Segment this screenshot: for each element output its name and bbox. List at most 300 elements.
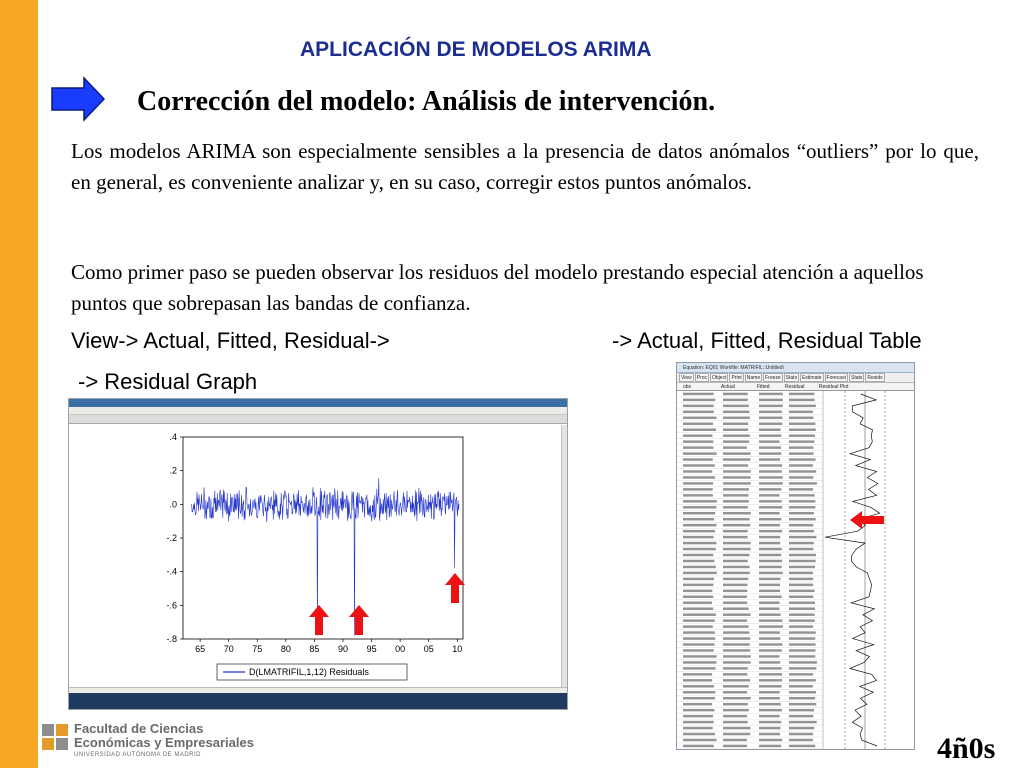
column-obs: obs [683, 384, 692, 390]
table-cell-text [683, 739, 717, 742]
logo-line-2: Económicas y Empresariales [74, 735, 254, 750]
table-cell-text [789, 590, 815, 593]
table-cell-text [759, 578, 781, 581]
table-cell-text [683, 405, 714, 408]
table-cell-text [789, 607, 815, 610]
column-residual: Residual [785, 384, 805, 390]
table-window-title[interactable]: Equation: EQ01 Workfile: MATRIFIL::Untitled\ [677, 363, 914, 373]
table-cell-text [723, 697, 751, 700]
table-cell-text [789, 691, 816, 694]
red-arrow-left-icon [849, 510, 885, 530]
table-cell-text [759, 625, 783, 628]
table-cell-text [683, 721, 714, 724]
table-cell-text [723, 649, 750, 652]
table-cell-text [723, 584, 748, 587]
table-cell-text [683, 572, 717, 575]
table-cell-text [683, 440, 713, 443]
table-cell-text [759, 685, 782, 688]
table-cell-text [723, 613, 751, 616]
y-tick-label: -.8 [166, 634, 177, 644]
table-cell-text [789, 709, 814, 712]
table-cell-text [683, 554, 713, 557]
table-cell-text [759, 554, 781, 557]
table-cell-text [759, 494, 779, 497]
table-cell-text [759, 637, 780, 640]
table-cell-text [683, 691, 715, 694]
table-cell-text [789, 458, 816, 461]
column-fitted: Fitted [757, 384, 770, 390]
logo-line-3: UNIVERSIDAD AUTÓNOMA DE MADRID [74, 752, 202, 758]
table-cell-text [789, 625, 813, 628]
y-tick-label: -.4 [166, 566, 177, 577]
x-tick-label: 05 [423, 644, 434, 654]
toolbar-button-stats[interactable]: Stats [785, 375, 798, 381]
x-tick-label: 95 [366, 644, 377, 654]
y-tick-label: .2 [169, 465, 177, 476]
x-tick-label: 10 [452, 644, 463, 654]
table-cell-text [789, 655, 815, 658]
table-cell-text [789, 494, 815, 497]
faculty-logo [42, 722, 254, 760]
table-cell-text [723, 464, 748, 467]
table-cell-text [723, 619, 747, 622]
toolbar-button-object[interactable]: Object [712, 375, 727, 381]
table-cell-text [683, 512, 715, 515]
table-cell-text [759, 721, 781, 724]
table-cell-text [789, 452, 814, 455]
table-cell-text [789, 685, 813, 688]
table-cell-text [683, 596, 713, 599]
table-window-toolbar [677, 373, 914, 383]
table-cell-text [759, 548, 782, 551]
table-cell-text [723, 488, 749, 491]
table-cell-text [683, 548, 716, 551]
table-cell-text [723, 458, 751, 461]
paragraph-outliers: Los modelos ARIMA son especialmente sensibles a la presencia de datos anómalos “outliers” por lo que, en general, es conveniente analizar y, en su caso, corregir estos puntos anómalos. [71, 139, 979, 194]
table-cell-text [723, 506, 748, 509]
table-cell-text [759, 739, 782, 742]
table-cell-text [723, 524, 750, 527]
table-cell-text [789, 584, 813, 587]
table-cell-text [683, 637, 715, 640]
table-cell-text [723, 625, 749, 628]
table-cell-text [759, 506, 782, 509]
table-cell-text [683, 590, 712, 593]
paragraph-residuals: Como primer paso se pueden observar los residuos del modelo prestando especial atención a aquellos puntos que sobrepasan las bandas de confianza. [71, 260, 924, 315]
table-cell-text [759, 602, 780, 605]
left-accent-bar [0, 0, 38, 768]
table-cell-text [683, 428, 716, 431]
table-cell-text [789, 428, 816, 431]
table-cell-text [759, 733, 780, 736]
table-cell-text [759, 715, 780, 718]
table-cell-text [683, 602, 712, 605]
menu-path-left: View-> Actual, Fitted, Residual-> [71, 328, 390, 353]
table-cell-text [789, 542, 814, 545]
table-cell-text [759, 440, 779, 443]
table-cell-text [683, 452, 717, 455]
table-cell-text [683, 661, 717, 664]
toolbar-button-stats[interactable]: Stats [850, 375, 863, 381]
table-cell-text [723, 452, 751, 455]
table-cell-text [789, 643, 816, 646]
table-cell-text [723, 721, 748, 724]
table-cell-text [723, 405, 749, 408]
table-cell-text [789, 488, 813, 491]
table-cell-text [683, 584, 713, 587]
table-cell-text [723, 667, 748, 670]
table-cell-text [683, 500, 717, 503]
table-cell-text [759, 405, 783, 408]
table-cell-text [683, 715, 713, 718]
residual-graph-window [68, 398, 568, 710]
table-cell-text [683, 464, 715, 467]
table-cell-text [789, 500, 815, 503]
table-cell-text [759, 596, 782, 599]
table-cell-text [683, 482, 713, 485]
table-cell-text [759, 667, 782, 670]
table-cell-text [683, 727, 713, 730]
table-cell-text [723, 602, 747, 605]
table-cell-text [789, 596, 813, 599]
table-cell-text [723, 548, 751, 551]
table-cell-text [683, 709, 714, 712]
table-cell-text [683, 399, 715, 402]
table-cell-text [683, 530, 715, 533]
table-cell-text [759, 417, 783, 420]
table-cell-text [759, 631, 780, 634]
toolbar-button-resids[interactable]: Resids [867, 375, 883, 381]
table-cell-text [789, 703, 816, 706]
y-tick-label: .4 [169, 432, 177, 442]
slide-heading: APLICACIÓN DE MODELOS ARIMA [300, 38, 652, 61]
table-cell-text [759, 655, 780, 658]
x-tick-label: 70 [223, 644, 234, 654]
table-cell-text [789, 524, 813, 527]
table-cell-text [789, 560, 816, 563]
legend-label: D(LMATRIFIL,1,12) Residuals [249, 667, 369, 677]
table-cell-text [683, 667, 716, 670]
table-cell-text [683, 446, 713, 449]
table-cell-text [789, 721, 817, 724]
table-cell-text [789, 536, 816, 539]
table-cell-text [789, 715, 813, 718]
table-cell-text [723, 637, 750, 640]
table-cell-text [723, 560, 748, 563]
table-cell-text [759, 560, 782, 563]
table-cell-text [789, 679, 816, 682]
table-cell-text [723, 691, 747, 694]
table-cell-text [683, 476, 715, 479]
slide-subtitle: Corrección del modelo: Análisis de intervención. [137, 86, 716, 117]
table-cell-text [789, 578, 813, 581]
toolbar-button-view[interactable]: View [681, 375, 692, 381]
table-cell-text [759, 446, 781, 449]
table-cell-text [759, 488, 781, 491]
table-cell-text [789, 440, 814, 443]
graph-window-titlebar[interactable] [69, 399, 567, 407]
table-cell-text [723, 482, 751, 485]
table-cell-text [759, 643, 782, 646]
table-cell-text [759, 727, 780, 730]
x-tick-label: 00 [395, 644, 406, 654]
table-cell-text [789, 739, 813, 742]
table-cell-text [759, 458, 780, 461]
table-cell-text [723, 727, 750, 730]
table-cell-text [723, 590, 747, 593]
blue-arrow-icon [50, 76, 106, 122]
table-cell-text [789, 697, 815, 700]
toolbar-button-estimate[interactable]: Estimate [802, 375, 822, 381]
table-cell-text [759, 452, 781, 455]
table-cell-text [723, 512, 751, 515]
table-cell-text [759, 536, 780, 539]
table-cell-text [759, 613, 781, 616]
residual-table-window [676, 362, 915, 750]
table-cell-text [723, 423, 748, 426]
table-cell-text [759, 745, 781, 748]
table-cell-text [759, 649, 782, 652]
table-cell-text [683, 578, 714, 581]
toolbar-button-print[interactable]: Print [731, 375, 742, 381]
table-cell-text [683, 524, 716, 527]
table-cell-text [789, 673, 813, 676]
table-cell-text [759, 530, 782, 533]
table-cell-text [683, 470, 712, 473]
table-header [677, 383, 914, 391]
table-cell-text [759, 584, 780, 587]
brand-mark: 4ñ0s [937, 732, 996, 765]
toolbar-button-proc[interactable]: Proc [696, 375, 708, 381]
toolbar-button-freeze[interactable]: Freeze [765, 375, 781, 381]
y-tick-label: .0 [169, 499, 177, 510]
table-cell-text [789, 434, 815, 437]
toolbar-button-forecast[interactable]: Forecast [826, 375, 846, 381]
table-cell-text [789, 470, 816, 473]
residual-plot-line [825, 394, 880, 746]
table-cell-text [789, 572, 813, 575]
x-tick-label: 65 [195, 644, 206, 654]
table-cell-text [789, 613, 815, 616]
table-cell-text [759, 512, 780, 515]
table-cell-text [789, 482, 817, 485]
table-cell-text [683, 393, 714, 396]
table-cell-text [789, 423, 815, 426]
table-cell-text [723, 685, 749, 688]
table-cell-text [723, 661, 751, 664]
table-cell-text [789, 393, 814, 396]
table-cell-text [789, 602, 815, 605]
table-cell-text [723, 703, 748, 706]
table-cell-text [683, 703, 712, 706]
table-cell-text [759, 619, 782, 622]
table-cell-text [723, 715, 747, 718]
table-cell-text [683, 733, 715, 736]
table-cell-text [683, 745, 714, 748]
table-cell-text [759, 661, 780, 664]
table-cell-text [683, 631, 715, 634]
table-cell-text [789, 619, 815, 622]
table-cell-text [789, 417, 813, 420]
table-cell-text [723, 596, 747, 599]
menu-path-residual-graph: -> Residual Graph [78, 369, 258, 394]
table-cell-text [759, 697, 780, 700]
table-cell-text [789, 667, 816, 670]
table-cell-text [789, 411, 813, 414]
table-cell-text [723, 745, 747, 748]
table-cell-text [759, 673, 782, 676]
table-cell-text [683, 607, 713, 610]
table-cell-text [683, 417, 716, 420]
table-cell-text [723, 572, 750, 575]
table-cell-text [683, 643, 714, 646]
residual-table-body [677, 391, 914, 749]
table-cell-text [789, 548, 813, 551]
table-cell-text [683, 613, 716, 616]
graph-window-menubar[interactable] [69, 407, 567, 415]
table-cell-text [683, 649, 714, 652]
table-cell-text [759, 566, 782, 569]
table-cell-text [789, 476, 813, 479]
x-tick-label: 75 [252, 644, 263, 654]
faculty-logo-mark [42, 724, 68, 750]
toolbar-button-name[interactable]: Name [746, 375, 761, 381]
table-cell-text [683, 697, 715, 700]
table-cell-text [683, 685, 714, 688]
table-cell-text [683, 679, 712, 682]
table-cell-text [723, 518, 750, 521]
table-cell-text [683, 434, 712, 437]
table-cell-text [723, 530, 748, 533]
x-tick-label: 80 [280, 644, 291, 654]
table-cell-text [683, 619, 715, 622]
table-cell-text [789, 464, 813, 467]
table-cell-text [789, 661, 817, 664]
table-cell-text [723, 500, 749, 503]
table-cell-text [789, 530, 814, 533]
windows-taskbar [69, 693, 567, 709]
table-cell-text [723, 643, 750, 646]
table-cell-text [759, 691, 780, 694]
table-cell-text [789, 637, 815, 640]
table-cell-text [723, 739, 747, 742]
red-arrow-up-icon [308, 604, 330, 636]
table-cell-text [759, 482, 783, 485]
column-actual: Actual [721, 384, 735, 390]
table-cell-text [759, 464, 782, 467]
table-cell-text [759, 703, 781, 706]
table-cell-text [683, 560, 714, 563]
table-cell-text [759, 709, 782, 712]
table-cell-text [683, 458, 713, 461]
x-tick-label: 90 [337, 644, 349, 654]
residual-chart [69, 425, 563, 693]
table-cell-text [723, 709, 749, 712]
table-cell-text [723, 446, 747, 449]
column-residual-plot: Residual Plot [819, 384, 849, 390]
table-cell-text [723, 679, 750, 682]
table-cell-text [759, 607, 779, 610]
table-cell-text [789, 405, 816, 408]
table-cell-text [789, 512, 814, 515]
table-cell-text [683, 518, 714, 521]
table-cell-text [683, 566, 716, 569]
table-cell-text [723, 393, 748, 396]
table-cell-text [759, 423, 782, 426]
table-cell-text [759, 572, 783, 575]
table-cell-text [789, 518, 816, 521]
table-cell-text [759, 590, 780, 593]
table-cell-text [723, 440, 749, 443]
table-cell-text [789, 631, 816, 634]
table-cell-text [789, 566, 815, 569]
table-cell-text [759, 411, 782, 414]
table-cell-text [683, 488, 713, 491]
table-cell-text [723, 542, 751, 545]
table-cell-text [789, 727, 814, 730]
x-tick-label: 85 [309, 644, 320, 654]
y-tick-label: -.2 [166, 533, 177, 543]
table-cell-text [759, 542, 780, 545]
table-cell-text [759, 476, 783, 479]
table-cell-text [789, 745, 815, 748]
table-cell-text [723, 417, 750, 420]
table-cell-text [683, 655, 717, 658]
logo-line-1: Facultad de Ciencias [74, 721, 204, 736]
table-cell-text [789, 554, 816, 557]
table-cell-text [723, 554, 749, 557]
table-cell-text [789, 446, 814, 449]
table-cell-text [759, 434, 781, 437]
graph-window-scrollbar[interactable] [561, 425, 567, 693]
table-cell-text [723, 536, 748, 539]
table-cell-text [683, 542, 716, 545]
table-cell-text [759, 399, 783, 402]
table-cell-text [723, 470, 751, 473]
table-cell-text [759, 679, 782, 682]
graph-window-toolbar[interactable] [69, 415, 567, 424]
table-cell-text [723, 673, 747, 676]
table-cell-text [759, 428, 781, 431]
table-cell-text [759, 518, 781, 521]
table-cell-text [683, 411, 714, 414]
menu-path-right: -> Actual, Fitted, Residual Table [612, 328, 922, 353]
table-cell-text [723, 476, 751, 479]
table-cell-text [759, 500, 782, 503]
table-cell-text [683, 673, 712, 676]
table-cell-text [683, 625, 713, 628]
table-cell-text [723, 655, 751, 658]
red-arrow-up-icon [348, 604, 370, 636]
table-cell-text [789, 649, 815, 652]
table-cell-text [723, 607, 749, 610]
table-cell-text [683, 506, 716, 509]
y-tick-label: -.6 [166, 600, 177, 611]
table-cell-text [723, 411, 749, 414]
table-cell-text [789, 733, 813, 736]
table-cell-text [759, 393, 783, 396]
table-cell-text [683, 536, 714, 539]
table-cell-text [723, 434, 750, 437]
table-cell-text [723, 428, 748, 431]
table-cell-text [789, 399, 815, 402]
table-cell-text [683, 423, 713, 426]
table-cell-text [759, 470, 782, 473]
table-cell-text [723, 733, 750, 736]
table-cell-text [723, 578, 748, 581]
table-cell-text [789, 506, 815, 509]
table-cell-text [759, 524, 780, 527]
